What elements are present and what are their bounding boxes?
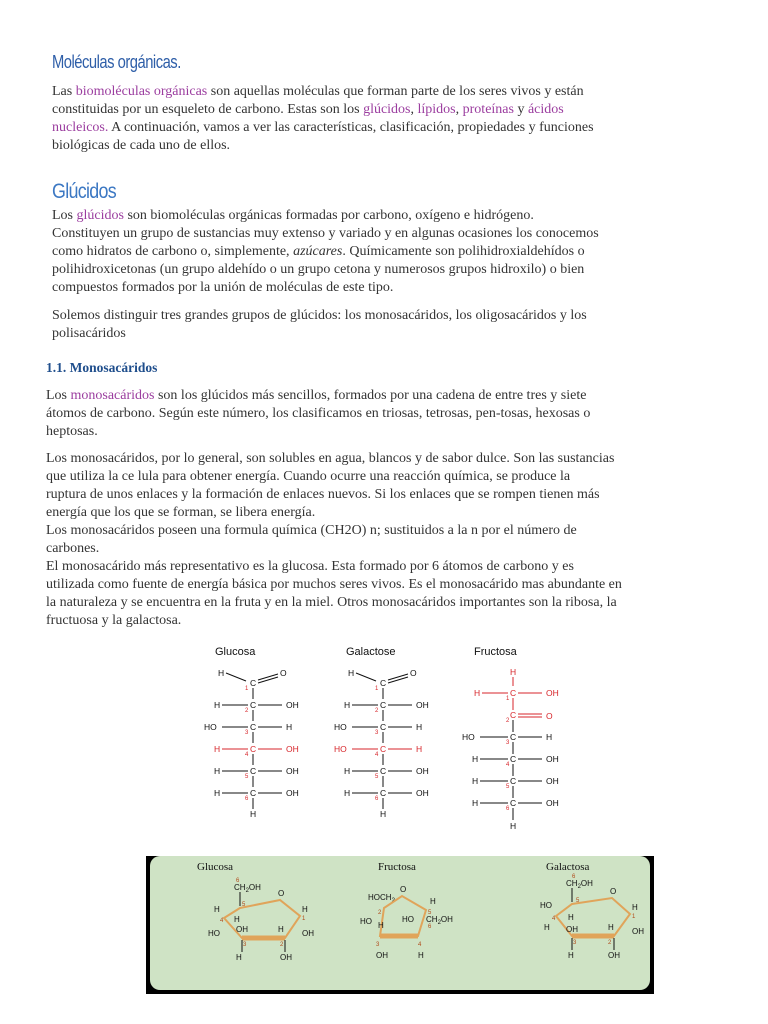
svg-text:C: C <box>380 788 387 798</box>
svg-text:CH2OH: $CH_2OH$ <box>234 883 261 894</box>
svg-text:H: H <box>472 798 479 808</box>
fischer-glucosa <box>204 646 299 819</box>
section-title: Glúcidos <box>52 180 117 203</box>
haworth-panel <box>150 856 650 990</box>
haworth-glucosa <box>197 861 314 962</box>
svg-text:C: C <box>380 744 387 754</box>
svg-text:3: 3 <box>243 942 247 948</box>
svg-text:HO: HO <box>540 901 552 910</box>
svg-text:4: 4 <box>506 762 510 768</box>
svg-text:5: 5 <box>428 910 432 916</box>
svg-text:2: 2 <box>245 708 249 714</box>
svg-text:H: H <box>234 915 240 924</box>
svg-text:C: C <box>510 710 517 720</box>
svg-text:H: H <box>608 923 614 932</box>
svg-text:2: 2 <box>378 910 382 916</box>
svg-text:4: 4 <box>552 916 556 922</box>
svg-text:HO: HO <box>360 917 372 926</box>
fischer-projections <box>200 640 580 836</box>
svg-text:OH: OH <box>608 951 620 960</box>
link-glucidos[interactable]: glúcidos <box>363 102 411 117</box>
svg-text:H: H <box>214 700 221 710</box>
svg-text:3: 3 <box>506 740 510 746</box>
svg-text:H: H <box>380 809 387 819</box>
svg-text:HOCH2: $HOCH_2$ <box>368 893 395 904</box>
subsection-title: 1.1. Monosacáridos <box>46 360 158 375</box>
fischer-label-galactose: Galactose <box>346 646 396 658</box>
svg-text:H: H <box>286 722 293 732</box>
link-proteinas[interactable]: proteínas <box>462 102 514 117</box>
svg-text:C: C <box>380 766 387 776</box>
svg-text:3: 3 <box>245 730 249 736</box>
svg-text:6: 6 <box>572 874 576 880</box>
svg-text:CH2OH: $CH_2OH$ <box>566 879 593 890</box>
mono-paragraph-2: Los monosacáridos, por lo general, son solubles en agua, blancos y de sabor dulce. Son las sustancias que utiliza la ce lula para obtener energía. Cuando ocurre una reacción química, se produce la ruptura de unos enlaces y la formación de enlaces nuevos. Si los enlaces que se rompen tienen más energía que los que se forman, se libera energía. Los monosacáridos poseen una formula química (CH2O) n; sustituidos a la n por el número de carbones. El monosacárido más representativo es la glucosa. Esta formado por 6 átomos de carbono y es utilizada como fuente de energía básica por muchos seres vivos. Es el monosacárido mas abundante en la naturaleza y se encuentra en la fruta y en la miel. Otros monosacáridos importantes son la ribosa, la fructuosa y la galactosa. <box>46 451 622 628</box>
haworth-label-fructosa: Fructosa <box>378 861 416 873</box>
svg-text:5: 5 <box>242 902 246 908</box>
svg-text:H: H <box>568 951 574 960</box>
svg-text:H: H <box>278 925 284 934</box>
svg-text:H: H <box>344 700 351 710</box>
svg-text:OH: OH <box>546 798 559 808</box>
svg-text:3: 3 <box>573 940 577 946</box>
link-nucleicos[interactable]: nucleicos. <box>52 120 109 135</box>
svg-text:H: H <box>236 953 242 962</box>
svg-text:H: H <box>416 722 423 732</box>
svg-text:O: O <box>546 711 553 721</box>
svg-text:OH: OH <box>286 700 299 710</box>
svg-text:OH: OH <box>566 925 578 934</box>
svg-text:OH: OH <box>376 951 388 960</box>
svg-text:C: C <box>380 700 387 710</box>
svg-text:OH: OH <box>286 766 299 776</box>
haworth-projections <box>150 856 650 990</box>
svg-text:OH: OH <box>286 788 299 798</box>
svg-text:4: 4 <box>220 918 224 924</box>
svg-text:C: C <box>250 722 257 732</box>
svg-text:6: 6 <box>506 806 510 812</box>
svg-text:6: 6 <box>236 878 240 884</box>
svg-text:6: 6 <box>245 796 249 802</box>
svg-text:H: H <box>218 668 225 678</box>
svg-text:6: 6 <box>428 924 432 930</box>
fischer-label-fructosa: Fructosa <box>474 646 517 658</box>
page-title: Moléculas orgánicas. <box>52 52 181 72</box>
svg-text:H: H <box>214 905 220 914</box>
svg-text:H: H <box>510 821 517 831</box>
svg-text:C: C <box>250 700 257 710</box>
svg-text:CH2OH: $CH_2OH$ <box>426 915 453 926</box>
svg-text:O: O <box>278 889 285 898</box>
svg-text:C: C <box>510 688 517 698</box>
svg-text:C: C <box>380 678 387 688</box>
svg-text:H: H <box>568 913 574 922</box>
svg-text:C: C <box>380 722 387 732</box>
link-biomoleculas[interactable]: biomoléculas orgánicas <box>75 84 208 99</box>
svg-text:H: H <box>430 897 436 906</box>
svg-text:3: 3 <box>376 942 380 948</box>
svg-text:1: 1 <box>245 686 249 692</box>
svg-text:H: H <box>344 788 351 798</box>
svg-text:4: 4 <box>418 942 422 948</box>
svg-text:OH: OH <box>286 744 299 754</box>
svg-text:H: H <box>474 688 481 698</box>
svg-text:5: 5 <box>576 898 580 904</box>
svg-text:1: 1 <box>302 916 306 922</box>
svg-text:2: 2 <box>280 942 284 948</box>
svg-text:OH: OH <box>280 953 292 962</box>
svg-text:C: C <box>510 754 517 764</box>
svg-text:OH: OH <box>302 929 314 938</box>
svg-text:H: H <box>472 754 479 764</box>
link-glucidos-2[interactable]: glúcidos <box>76 208 124 223</box>
svg-text:3: 3 <box>375 730 379 736</box>
svg-text:H: H <box>344 766 351 776</box>
svg-text:H: H <box>214 744 221 754</box>
fischer-galactose <box>334 646 429 819</box>
svg-text:H: H <box>632 903 638 912</box>
svg-text:C: C <box>250 744 257 754</box>
svg-text:HO: HO <box>204 722 217 732</box>
svg-text:C: C <box>510 776 517 786</box>
svg-text:OH: OH <box>546 688 559 698</box>
svg-text:C: C <box>250 766 257 776</box>
haworth-figure <box>146 856 654 994</box>
svg-text:6: 6 <box>375 796 379 802</box>
svg-text:H: H <box>544 923 550 932</box>
svg-text:4: 4 <box>375 752 379 758</box>
haworth-fructosa <box>360 861 453 960</box>
svg-text:H: H <box>472 776 479 786</box>
groups-paragraph: Solemos distinguir tres grandes grupos de glúcidos: los monosacáridos, los oligosacáridos y los polisacáridos <box>52 308 587 341</box>
svg-text:OH: OH <box>546 754 559 764</box>
svg-text:OH: OH <box>416 788 429 798</box>
svg-text:O: O <box>610 887 617 896</box>
svg-text:H: H <box>250 809 257 819</box>
svg-text:2: 2 <box>608 940 612 946</box>
link-lipidos[interactable]: lípidos <box>417 102 456 117</box>
svg-text:2: 2 <box>375 708 379 714</box>
svg-text:C: C <box>510 732 517 742</box>
svg-text:H: H <box>418 951 424 960</box>
svg-text:HO: HO <box>208 929 220 938</box>
svg-text:H: H <box>302 905 308 914</box>
svg-text:4: 4 <box>245 752 249 758</box>
svg-text:5: 5 <box>245 774 249 780</box>
svg-text:1: 1 <box>506 696 510 702</box>
svg-text:OH: OH <box>546 776 559 786</box>
svg-text:H: H <box>416 744 423 754</box>
svg-text:OH: OH <box>416 700 429 710</box>
svg-text:O: O <box>280 668 287 678</box>
svg-text:O: O <box>410 668 417 678</box>
link-acidos[interactable]: ácidos <box>527 102 564 117</box>
svg-text:H: H <box>510 667 517 677</box>
svg-text:OH: OH <box>632 927 644 936</box>
link-monosacaridos[interactable]: monosacáridos <box>70 388 155 403</box>
svg-text:H: H <box>348 668 355 678</box>
svg-text:H: H <box>546 732 553 742</box>
svg-text:HO: HO <box>334 744 347 754</box>
svg-text:OH: OH <box>236 925 248 934</box>
glucidos-paragraph: Los glúcidos son biomoléculas orgánicas formadas por carbono, oxígeno e hidrógeno. Constituyen un grupo de sustancias muy extenso y variado y en algunas ocasiones los conocemos como hidratos de carbono o, simplemente, azúcares. Químicamente son polihidroxialdehídos o polihidroxicetonas (un grupo aldehído o un grupo cetona y numerosos grupos hidroxilo) o bien compuestos formados por la unión de moléculas de este tipo. <box>52 208 599 295</box>
svg-text:HO: HO <box>334 722 347 732</box>
haworth-label-glucosa: Glucosa <box>197 861 234 873</box>
svg-text:C: C <box>250 788 257 798</box>
svg-text:1: 1 <box>632 914 636 920</box>
svg-text:HO: HO <box>462 732 475 742</box>
svg-text:1: 1 <box>375 686 379 692</box>
svg-text:OH: OH <box>416 766 429 776</box>
haworth-label-galactosa: Galactosa <box>546 861 590 873</box>
svg-text:2: 2 <box>506 718 510 724</box>
intro-paragraph: Las biomoléculas orgánicas son aquellas moléculas que forman parte de los seres vivos y están constituidas por un esqueleto de carbono. Estas son los glúcidos, lípidos, proteínas y ácidos nucleicos. A continuación, vamos a ver las características, clasificación, propiedades y funciones biológicas de cada uno de ellos. <box>52 84 594 153</box>
fischer-label-glucosa: Glucosa <box>215 646 256 658</box>
svg-text:C: C <box>510 798 517 808</box>
svg-text:H: H <box>214 788 221 798</box>
svg-text:O: O <box>400 885 407 894</box>
svg-text:H: H <box>214 766 221 776</box>
fischer-fructosa <box>462 646 559 831</box>
svg-text:HO: HO <box>402 915 414 924</box>
haworth-galactosa <box>540 861 644 960</box>
svg-text:5: 5 <box>506 784 510 790</box>
svg-text:C: C <box>250 678 257 688</box>
svg-text:5: 5 <box>375 774 379 780</box>
svg-text:H: H <box>378 921 384 930</box>
mono-paragraph-1: Los monosacáridos son los glúcidos más sencillos, formados por una cadena de entre tres y siete átomos de carbono. Según este número, los clasificamos en triosas, tetrosas, pen-tosas, hexosas o heptosas. <box>46 388 591 439</box>
